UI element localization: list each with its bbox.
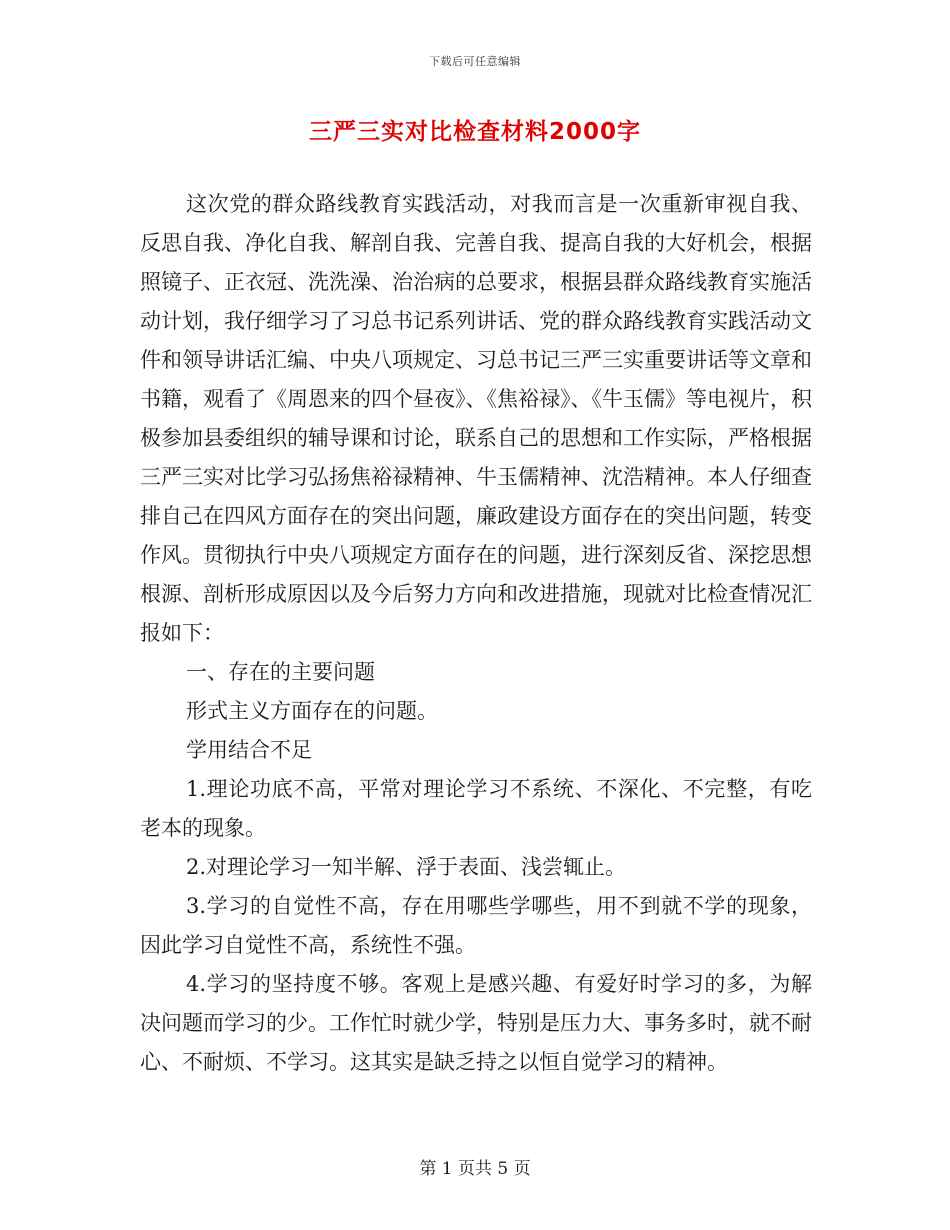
page-header-note: 下载后可任意编辑 bbox=[429, 55, 521, 68]
list-item: 3.学习的自觉性不高，存在用哪些学哪些，用不到就不学的现象，因此学习自觉性不高，系统性不强。 bbox=[140, 894, 812, 957]
subsection-heading: 形式主义方面存在的问题。 bbox=[186, 699, 438, 723]
subsection-subheading: 学用结合不足 bbox=[186, 738, 312, 762]
intro-paragraph: 这次党的群众路线教育实践活动，对我而言是一次重新审视自我、反思自我、净化自我、解剖自我、完善自我、提高自我的大好机会，根据照镜子、正衣冠、洗洗澡、治治病的总要求，根据县群众路线教育实施活动计划，我仔细学习了习总书记系列讲话、党的群众路线教育实践活动文件和领导讲话汇编、中央八项规定、习总书记三严三实重要讲话等文章和书籍，观看了《周恩来的四个昼夜》、《焦裕禄》、《牛玉儒》等电视片，积极参加县委组织的辅导课和讨论，联系自己的思想和工作实际，严格根据三严三实对比学习弘扬焦裕禄精神、牛玉儒精神、沈浩精神。本人仔细查排自己在四风方面存在的突出问题，廉政建设方面存在的突出问题，转变作风。贯彻执行中央八项规定方面存在的问题，进行深刻反省、深挖思想根源、剖析形成原因以及今后努力方向和改进措施，现就对比检查情况汇报如下： bbox=[140, 192, 812, 645]
list-item: 2.对理论学习一知半解、浮于表面、浅尝辄止。 bbox=[186, 855, 627, 879]
document-title: 三严三实对比检查材料2000字 bbox=[308, 119, 641, 145]
section-heading: 一、存在的主要问题 bbox=[186, 660, 375, 684]
list-item: 4.学习的坚持度不够。客观上是感兴趣、有爱好时学习的多，为解决问题而学习的少。工作忙时就少学，特别是压力大、事务多时，就不耐心、不耐烦、不学习。这其实是缺乏持之以恒自觉学习的精神。 bbox=[140, 972, 812, 1074]
document-body bbox=[140, 185, 812, 1082]
list-item: 1.理论功底不高，平常对理论学习不系统、不深化、不完整，有吃老本的现象。 bbox=[140, 777, 812, 840]
page-number: 第 1 页共 5 页 bbox=[419, 1159, 531, 1179]
